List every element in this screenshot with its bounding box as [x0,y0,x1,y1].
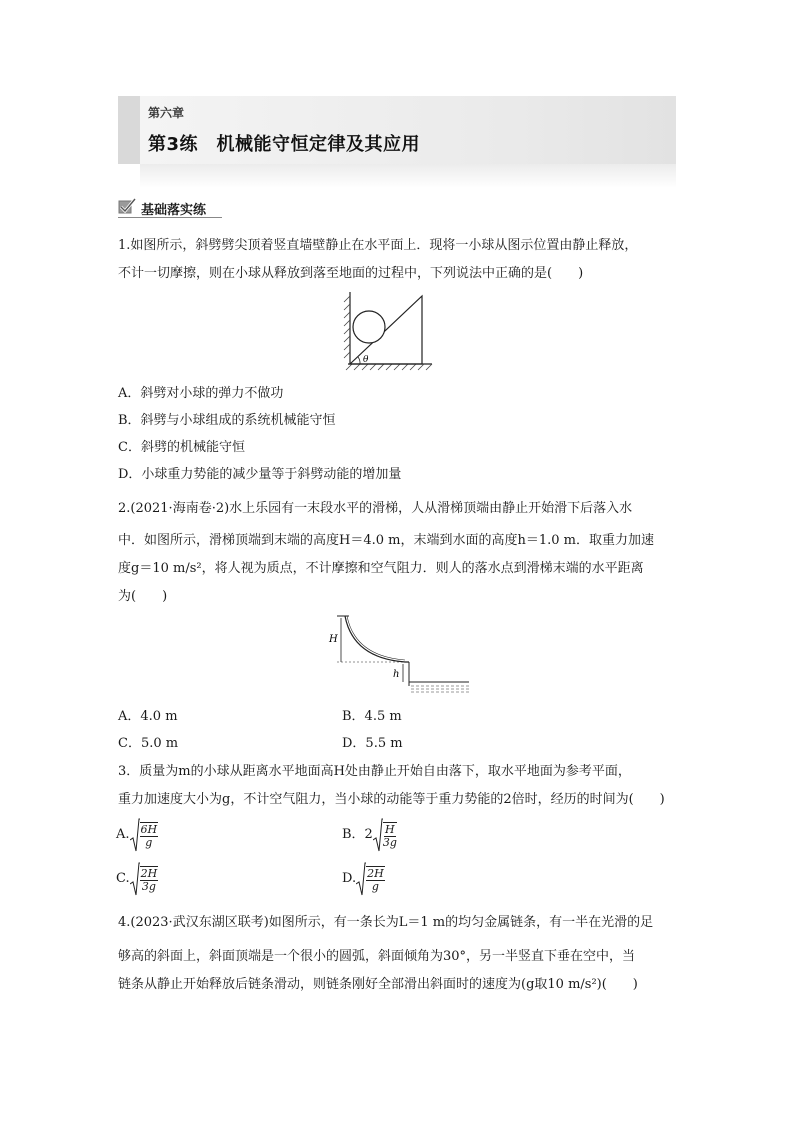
q1-angle-label: θ [363,355,369,365]
sqrt-symbol [130,862,159,896]
q2-stem-line2: 中．如图所示，滑梯顶端到末端的高度H＝4.0 m，末端到水面的高度h＝1.0 m．取重力加速 [118,533,654,548]
sqrt-symbol [130,818,159,852]
q1-figure [340,290,450,378]
q3-option-c-label: C. [116,871,130,886]
q2-height-label-h: h [393,669,400,680]
q2-option-d: D．5.5 m [342,736,403,751]
q3-option-d-numerator: 2H [367,866,384,880]
banner-accent-bar [118,96,140,164]
q1-option-d: D．小球重力势能的减少量等于斜劈动能的增加量 [118,467,402,482]
section-heading [118,198,206,218]
page-title: 第3练 机械能守恒定律及其应用 [148,134,421,155]
section-underline [118,217,222,218]
q2-stem-line3: 度g＝10 m/s²，将人视为质点，不计摩擦和空气阻力．则人的落水点到滑梯末端的水平距离 [118,561,644,576]
q2-option-c: C．5.0 m [118,736,179,751]
q3-option-b-denominator: 3g [382,835,397,849]
q3-option-c-numerator: 2H [140,866,158,880]
q3-stem-line1: 3．质量为m的小球从距离水平地面高H处由静止开始自由落下，取水平地面为参考平面， [118,764,631,779]
q4-stem-line3: 链条从静止开始释放后链条滑动，则链条刚好全部滑出斜面时的速度为(g取10 m/s²)( ) [118,977,638,992]
q1-option-c: C．斜劈的机械能守恒 [118,440,245,455]
q2-height-label-H: H [329,634,338,645]
q3-option-a-label: A. [116,827,130,842]
q3-stem-line2: 重力加速度大小为g，不计空气阻力，当小球的动能等于重力势能的2倍时，经历的时间为( ) [118,792,665,807]
q3-option-d-label: D. [342,871,357,886]
q2-option-b: B．4.5 m [342,709,402,724]
sqrt-symbol [356,862,385,896]
q2-figure [325,612,475,702]
banner-shadow [140,164,676,188]
q4-stem-line2: 够高的斜面上，斜面顶端是一个很小的圆弧，斜面倾角为30°，另一半竖直下垂在空中，当 [118,949,636,964]
checkbox-icon [118,198,136,218]
q3-option-c [116,862,158,896]
q3-option-a-denominator: g [145,835,153,849]
q3-option-d [342,862,385,896]
q3-option-a-numerator: 6H [140,822,158,836]
chapter-label: 第六章 [148,106,185,120]
q3-option-b [342,818,397,852]
q4-stem-line1: 4.(2023·武汉东湖区联考)如图所示，有一条长为L＝1 m的均匀金属链条，有一半在光滑的足 [118,915,654,930]
q2-stem-line4: 为( ) [118,589,168,604]
section-label: 基础落实练 [141,202,207,218]
q2-option-a: A．4.0 m [118,709,178,724]
q3-option-c-denominator: 3g [141,879,156,893]
q3-option-b-label: B．2 [342,827,373,842]
q2-stem-line1: 2.(2021·海南卷·2)水上乐园有一末段水平的滑梯，人从滑梯顶端由静止开始滑下后落入水 [118,501,633,516]
q1-option-a: A．斜劈对小球的弹力不做功 [118,386,284,401]
q1-stem-line1: 1.如图所示，斜劈劈尖顶着竖直墙壁静止在水平面上．现将一小球从图示位置由静止释放， [118,238,638,253]
sqrt-symbol [373,818,397,852]
q3-option-b-numerator: H [385,822,395,836]
q3-option-d-denominator: g [371,879,379,893]
q3-option-a [116,818,158,852]
q1-stem-line2: 不计一切摩擦，则在小球从释放到落至地面的过程中，下列说法中正确的是( ) [118,266,584,281]
q1-option-b: B．斜劈与小球组成的系统机械能守恒 [118,413,336,428]
